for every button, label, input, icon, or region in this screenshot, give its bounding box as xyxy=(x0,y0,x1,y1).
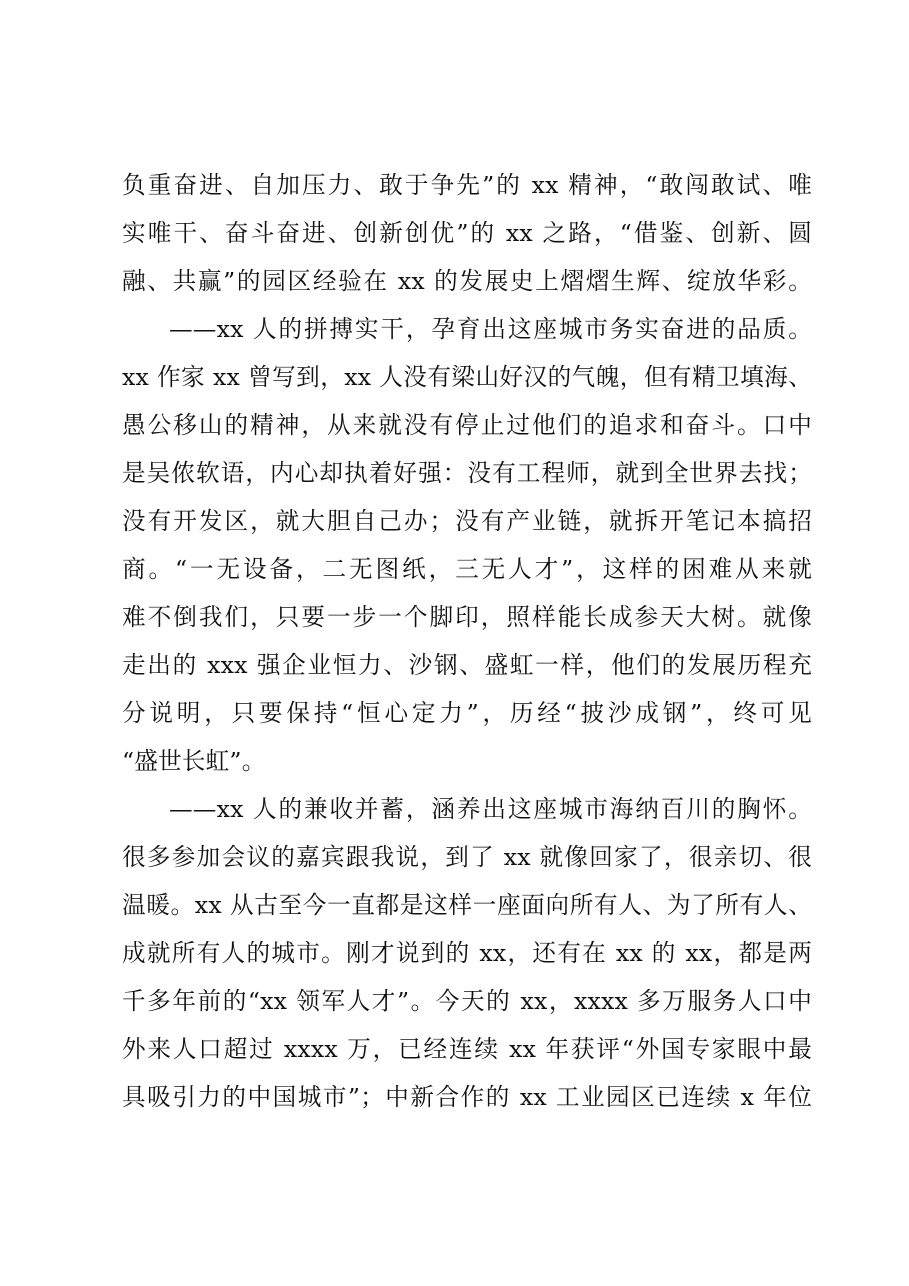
text-line-9: 商。“一无设备，二无图纸，三无人才”，这样的困难从来就 xyxy=(122,555,812,583)
text-line-2: 实唯干、奋斗奋进、创新创优”的 xx 之路，“借鉴、创新、圆 xyxy=(122,219,812,247)
text-line-16: 温暖。xx 从古至今一直都是这样一座面向所有人、为了所有人、 xyxy=(122,891,812,919)
text-line-1: 负重奋进、自加压力、敢于争先”的 xx 精神，“敢闯敢试、唯 xyxy=(122,171,812,199)
text-line-6: 愚公移山的精神，从来就没有停止过他们的追求和奋斗。口中 xyxy=(122,411,812,439)
text-line-8: 没有开发区，就大胆自己办；没有产业链，就拆开笔记本搞招 xyxy=(122,507,812,535)
text-line-17: 成就所有人的城市。刚才说到的 xx，还有在 xx 的 xx，都是两 xyxy=(122,939,812,967)
paragraph-heading-2: ——xx 人的兼收并蓄，涵养出这座城市海纳百川的胸怀。 xyxy=(169,795,812,823)
text-line-5: xx 作家 xx 曾写到，xx 人没有梁山好汉的气魄，但有精卫填海、 xyxy=(122,363,812,391)
text-line-20: 具吸引力的中国城市”；中新合作的 xx 工业园区已连续 x 年位 xyxy=(122,1083,812,1111)
text-line-12: 分说明，只要保持“恒心定力”，历经“披沙成钢”，终可见 xyxy=(122,699,812,727)
text-line-15: 很多参加会议的嘉宾跟我说，到了 xx 就像回家了，很亲切、很 xyxy=(122,843,812,871)
text-line-3: 融、共赢”的园区经验在 xx 的发展史上熠熠生辉、绽放华彩。 xyxy=(122,267,812,295)
text-line-18: 千多年前的“xx 领军人才”。今天的 xx，xxxx 多万服务人口中 xyxy=(122,987,812,1015)
text-line-7: 是吴侬软语，内心却执着好强：没有工程师，就到全世界去找； xyxy=(122,459,812,487)
text-line-11: 走出的 xxx 强企业恒力、沙钢、盛虹一样，他们的发展历程充 xyxy=(122,651,812,679)
paragraph-heading-1: ——xx 人的拼搏实干，孕育出这座城市务实奋进的品质。 xyxy=(169,315,812,343)
text-line-19: 外来人口超过 xxxx 万，已经连续 xx 年获评“外国专家眼中最 xyxy=(122,1035,812,1063)
text-line-13: “盛世长虹”。 xyxy=(122,747,266,775)
text-line-10: 难不倒我们，只要一步一个脚印，照样能长成参天大树。就像 xyxy=(122,603,812,631)
